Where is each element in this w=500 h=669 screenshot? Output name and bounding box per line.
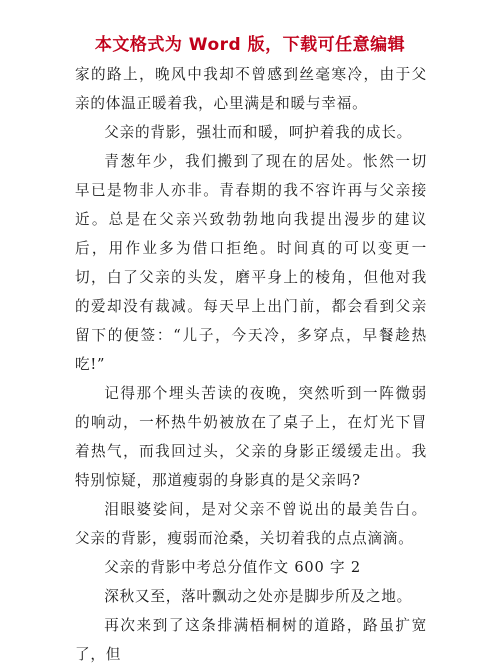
paragraph-7: 深秋又至，落叶飘动之处亦是脚步所及之地。 <box>104 588 413 605</box>
document-banner-title: 本文格式为 Word 版，下载可任意编辑 <box>94 35 406 55</box>
paragraph-1: 家的路上，晚风中我却不曾感到丝毫寒冷，由于父亲的体温正暖着我，心里满是和暖与幸福。 <box>75 66 427 112</box>
section-heading: 父亲的背影中考总分值作文 600 字 2 <box>104 559 361 576</box>
paragraph-5: 泪眼婆娑间，是对父亲不曾说出的最美告白。父亲的背影，瘦弱而沧桑，关切着我的点点滴滴。 <box>75 501 427 547</box>
article-body <box>75 60 427 669</box>
paragraph-2: 父亲的背影，强壮而和暖，呵护着我的成长。 <box>104 124 413 141</box>
paragraph-3: 青葱年少，我们搬到了现在的居处。怅然一切早已是物非人亦非。青春期的我不容许再与父亲接近。总是在父亲兴致勃勃地向我提出漫步的建议后，用作业多为借口拒绝。时间真的可以变更一切，白了父亲的头发，磨平身上的棱角，但他对我的爱却没有裁减。每天早上出门前，都会看到父亲留下的便签：“儿子，今天冷，多穿点，早餐趁热吃!” <box>75 153 427 373</box>
paragraph-4: 记得那个埋头苦读的夜晚，突然听到一阵微弱的响动，一杯热牛奶被放在了桌子上，在灯光下冒着热气，而我回过头，父亲的身影正缓缓走出。我特别惊疑，那道瘦弱的身影真的是父亲吗? <box>75 385 427 489</box>
paragraph-8: 再次来到了这条排满梧桐树的道路，路虽扩宽了，但 <box>75 617 427 663</box>
